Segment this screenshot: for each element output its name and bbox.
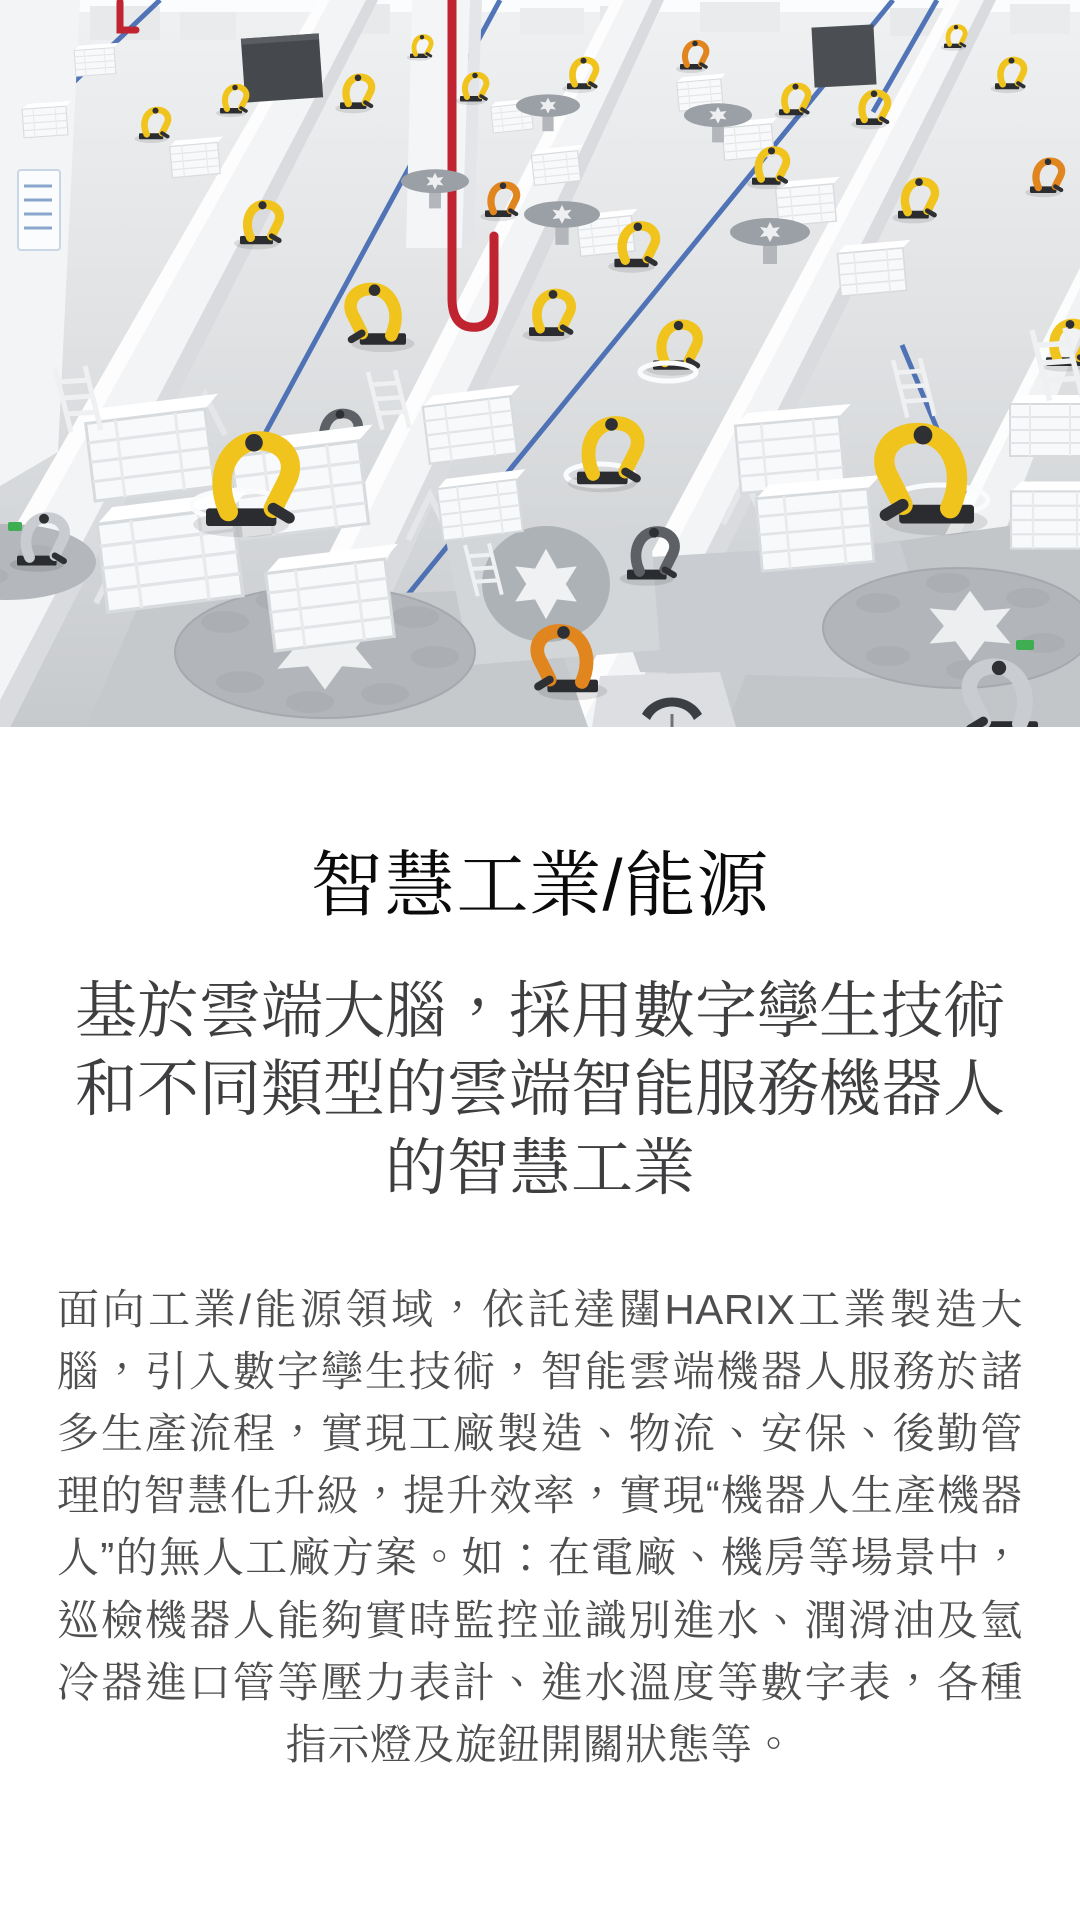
turntable-disc <box>823 568 1080 688</box>
wall-sign <box>18 170 60 250</box>
body-paragraph: 面向工業/能源領域，依託達闥HARIX工業製造大腦，引入數字孿生技術，智能雲端機器人服務於諸多生產流程，實現工廠製造、物流、安保、後勤管理的智慧化升級，提升效率，實現“機器人生產機器人”的無人工廠方案。如：在電廠、機房等場景中，巡檢機器人能夠實時監控並識別進水、潤滑油及氫冷器進口管等壓力表計、進水溫度等數字表，各種指示燈及旋鈕開關狀態等。 <box>57 1285 1023 1768</box>
page-subtitle: 基於雲端大腦，採用數字孿生技術和不同類型的雲端智能服務機器人的智慧工業 <box>74 976 1005 1204</box>
factory-scene <box>0 0 1080 727</box>
page-title: 智慧工業/能源 <box>310 846 770 926</box>
hero-factory-image <box>0 0 1080 727</box>
content-section <box>0 846 1080 1776</box>
